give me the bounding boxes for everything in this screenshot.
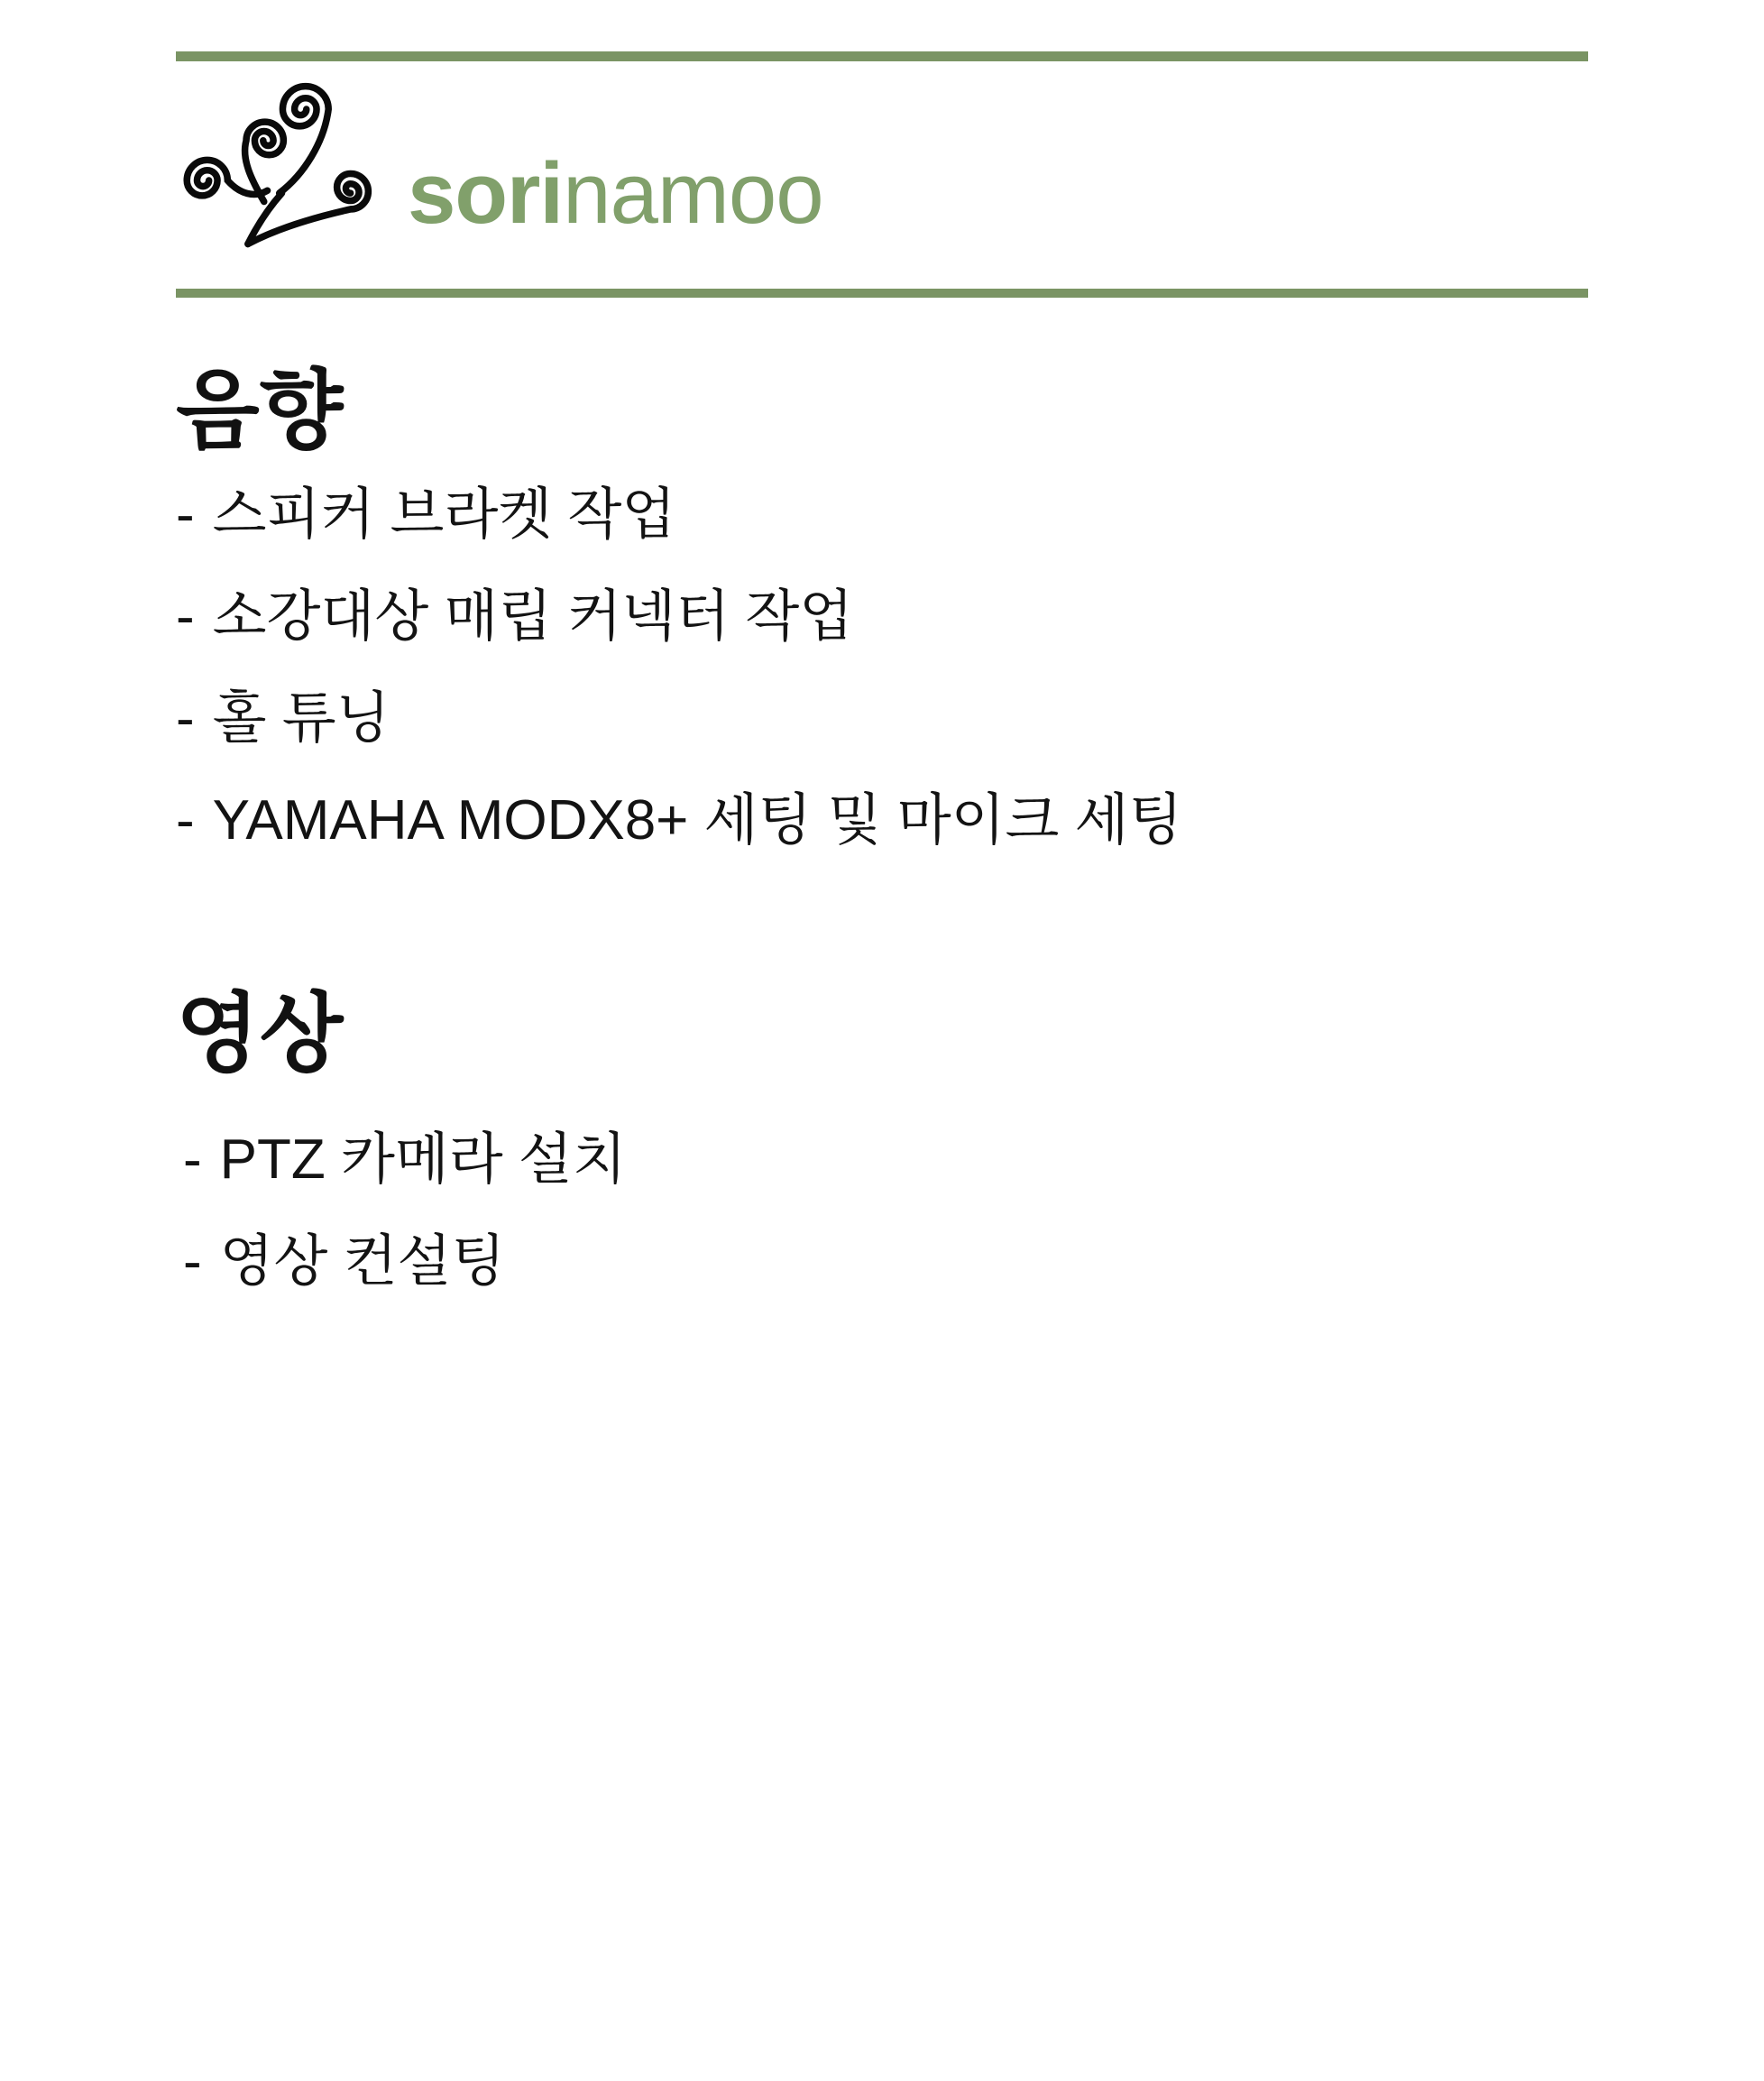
brand-wordmark-light: namoo xyxy=(563,145,823,242)
page xyxy=(0,51,1764,1293)
list-item-dash: - xyxy=(176,687,195,750)
list-item xyxy=(176,585,1588,648)
list-item-dash: - xyxy=(176,585,195,648)
list-item-text: 스피커 브라켓 작업 xyxy=(212,483,676,546)
list-item xyxy=(183,1128,1588,1191)
section-video-title: 영상 xyxy=(176,986,344,1082)
section-video-list xyxy=(183,1128,1588,1293)
list-item-dash: - xyxy=(176,789,195,852)
list-item xyxy=(176,483,1588,546)
sorinamoo-tree-logo-icon xyxy=(176,81,388,251)
list-item-text: PTZ 카메라 설치 xyxy=(219,1128,627,1191)
list-item xyxy=(183,1230,1588,1293)
list-item-text: 소강대상 매립 커넥터 작업 xyxy=(212,585,854,648)
section-audio-list xyxy=(176,483,1588,852)
top-divider xyxy=(176,51,1588,61)
list-item-text: 영상 컨설팅 xyxy=(219,1230,506,1293)
brand-wordmark xyxy=(408,145,823,242)
list-item xyxy=(176,789,1588,852)
list-item xyxy=(176,687,1588,750)
header-divider xyxy=(176,289,1588,298)
section-audio-title: 음향 xyxy=(176,363,344,459)
list-item-dash: - xyxy=(183,1128,202,1191)
list-item-text: 홀 튜닝 xyxy=(212,687,390,750)
list-item-text: YAMAHA MODX8+ 세팅 및 마이크 세팅 xyxy=(212,789,1183,852)
section-audio xyxy=(176,363,1588,852)
list-item-dash: - xyxy=(183,1230,202,1293)
brand-wordmark-bold: sori xyxy=(408,145,564,242)
brand-header xyxy=(176,81,1588,251)
list-item-dash: - xyxy=(176,483,195,546)
section-video xyxy=(176,986,1588,1293)
